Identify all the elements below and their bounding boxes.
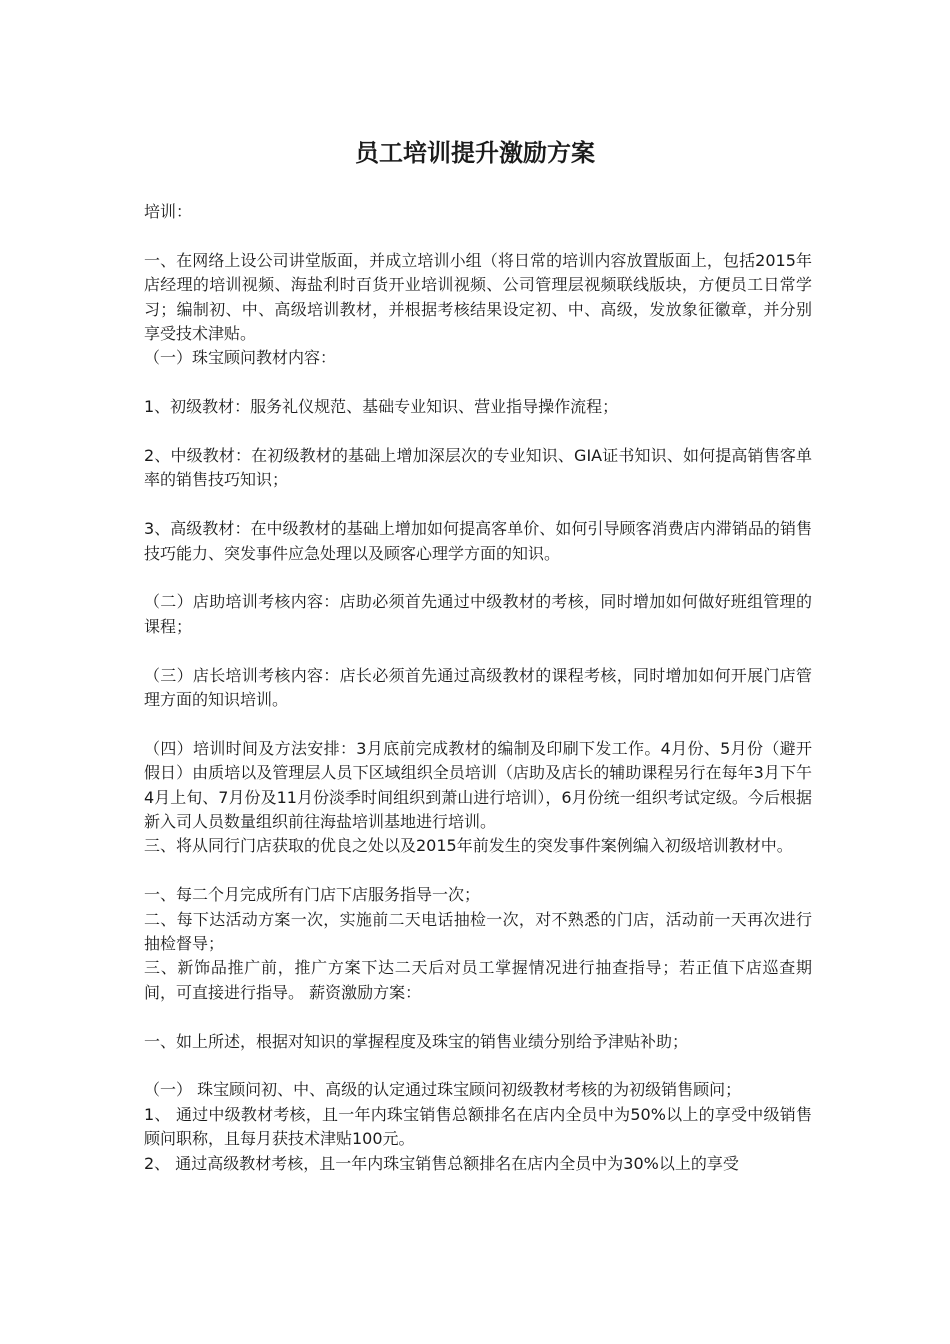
blank-line: [144, 493, 812, 517]
blank-line: [144, 224, 812, 248]
blank-line: [144, 859, 812, 883]
paragraph: （四）培训时间及方法安排：3月底前完成教材的编制及印刷下发工作。4月份、5月份（避开假日）由质培以及管理层人员下区域组织全员培训（店助及店长的辅助课程另行在每年3月下午4月上旬、7月份及11月份淡季时间组织到萧山进行培训），6月份统一组织考试定级。今后根据新入司人员数量组织前往海盐培训基地进行培训。: [144, 738, 812, 832]
paragraph: 一、如上所述，根据对知识的掌握程度及珠宝的销售业绩分别给予津贴补助；: [144, 1031, 689, 1051]
paragraph: （一）珠宝顾问教材内容：: [144, 348, 337, 368]
paragraph: 1、 通过中级教材考核，且一年内珠宝销售总额排名在店内全员中为50%以上的享受中级销售顾问职称，且每月获技术津贴100元。: [144, 1104, 812, 1149]
blank-line: [144, 566, 812, 590]
paragraph: 2、中级教材：在初级教材的基础上增加深层次的专业知识、GIA证书知识、如何提高销售客单率的销售技巧知识；: [144, 446, 812, 490]
blank-line: [144, 1005, 812, 1029]
paragraph: 一、每二个月完成所有门店下店服务指导一次；: [144, 885, 481, 905]
paragraph: 三、将从同行门店获取的优良之处以及2015年前发生的突发事件案例编入初级培训教材中。: [144, 836, 793, 856]
blank-line: [144, 420, 812, 444]
blank-line: [144, 639, 812, 663]
blank-line: [144, 712, 812, 736]
document-title: 员工培训提升激励方案: [355, 139, 595, 167]
paragraph: 三、新饰品推广前，推广方案下达二天后对员工掌握情况进行抽查指导；若正值下店巡查期间，可直接进行指导。 薪资激励方案：: [144, 958, 812, 1002]
paragraph: （一） 珠宝顾问初、中、高级的认定通过珠宝顾问初级教材考核的为初级销售顾问；: [144, 1080, 742, 1100]
blank-line: [144, 1054, 812, 1078]
paragraph: 二、每下达活动方案一次，实施前二天电话抽检一次，对不熟悉的门店，活动前一天再次进行抽检督导；: [144, 909, 812, 954]
blank-line: [144, 371, 812, 395]
paragraph: 培训：: [144, 202, 193, 221]
paragraph: （二）店助培训考核内容：店助必须首先通过中级教材的考核，同时增加如何做好班组管理的课程；: [144, 592, 812, 636]
document-body: [144, 200, 812, 1176]
paragraph: 2、 通过高级教材考核，且一年内珠宝销售总额排名在店内全员中为30%以上的享受: [144, 1153, 739, 1173]
paragraph: 3、高级教材：在中级教材的基础上增加如何提高客单价、如何引导顾客消费店内滞销品的销售技巧能力、突发事件应急处理以及顾客心理学方面的知识。: [144, 519, 812, 563]
paragraph: 一、在网络上设公司讲堂版面，并成立培训小组（将日常的培训内容放置版面上，包括2015年店经理的培训视频、海盐利时百货开业培训视频、公司管理层视频联线版块，方便员工日常学习；编制初、中、高级培训教材，并根据考核结果设定初、中、高级，发放象征徽章，并分别享受技术津贴。: [144, 250, 812, 344]
paragraph: （三）店长培训考核内容：店长必须首先通过高级教材的课程考核，同时增加如何开展门店管理方面的知识培训。: [144, 665, 812, 710]
paragraph: 1、初级教材：服务礼仪规范、基础专业知识、营业指导操作流程；: [144, 397, 619, 417]
